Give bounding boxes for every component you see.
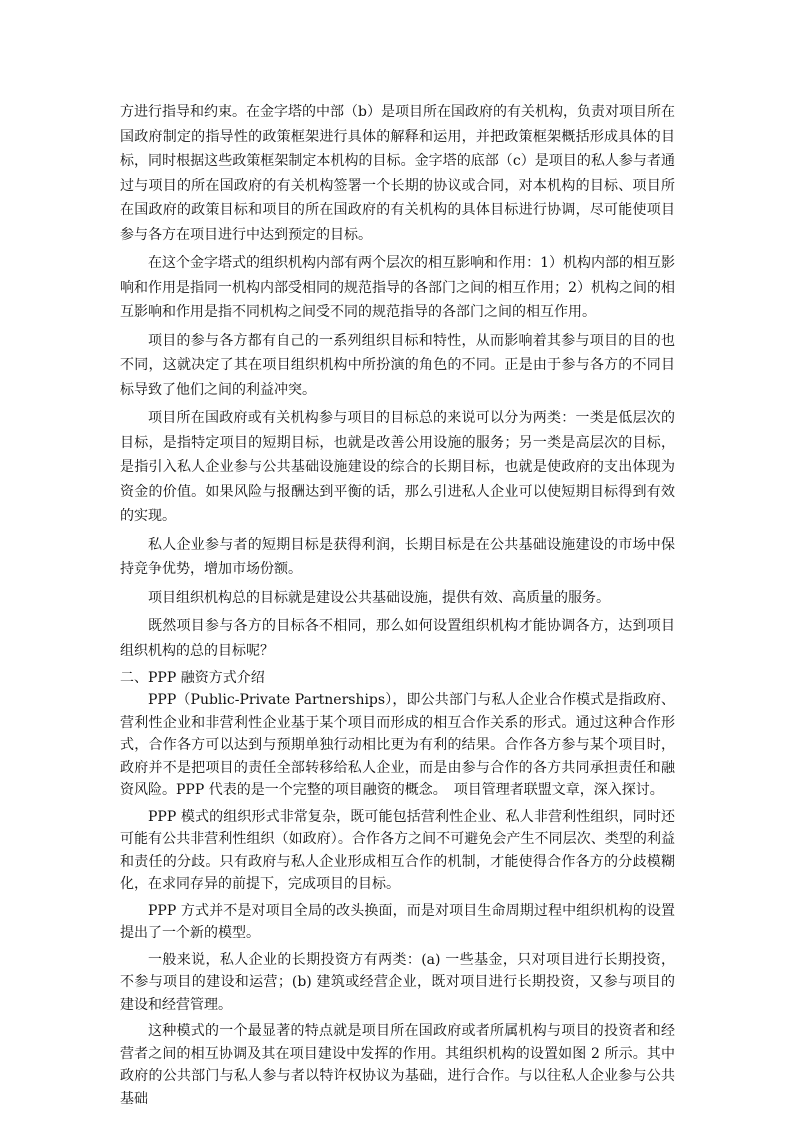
paragraph-ppp-organization: PPP 模式的组织形式非常复杂，既可能包括营利性企业、私人非营利性组织，同时还可能有公共非营利性组织（如政府）。合作各方之间不可避免会产生不同层次、类型的利益和责任的分歧。只有政府与私人企业形成相互合作的机制，才能使得合作各方的分歧模糊化，在求同存异的前提下，完成项目的目标。: [120, 808, 675, 892]
paragraph-interaction-levels: 在这个金字塔式的组织机构内部有两个层次的相互影响和作用：1）机构内部的相互影响和作用是指同一机构内部受相同的规范指导的各部门之间的相互作用；2）机构之间的相互影响和作用是指不同机构之间受不同的规范指导的各部门之间的相互作用。: [120, 255, 675, 320]
paragraph-government-goals: 项目所在国政府或有关机构参与项目的目标总的来说可以分为两类：一类是低层次的目标，是指特定项目的短期目标，也就是改善公用设施的服务；另一类是高层次的目标，是指引入私人企业参与公共基础设施建设的综合的长期目标，也就是使政府的支出体现为资金的价值。如果风险与报酬达到平衡的话，那么引进私人企业可以使短期目标得到有效的实现。: [120, 410, 675, 524]
paragraph-pyramid-structure: 方进行指导和约束。在金字塔的中部（b）是项目所在国政府的有关机构，负责对项目所在国政府制定的指导性的政策框架进行具体的解释和运用，并把政策框架概括形成具体的目标，同时根据这些政策框架制定本机构的目标。金字塔的底部（c）是项目的私人参与者通过与项目的所在国政府的有关机构签署一个长期的协议或合同，对本机构的目标、项目所在国政府的政策目标和项目的所在国政府的有关机构的具体目标进行协调，尽可能使项目参与各方在项目进行中达到预定的目标。: [120, 104, 675, 243]
paragraph-overall-goal: 项目组织机构总的目标就是建设公共基础设施，提供有效、高质量的服务。: [148, 589, 610, 606]
paragraph-long-term-investors: 一般来说，私人企业的长期投资方有两类：(a) 一些基金，只对项目进行长期投资，不参与项目的建设和运营；(b) 建筑或经营企业，既对项目进行长期投资，又参与项目的建设和经营管理。: [120, 951, 675, 1013]
paragraph-question: 既然项目参与各方的目标各不相同，那么如何设置组织机构才能协调各方，达到项目组织机构的总的目标呢？: [120, 618, 675, 659]
document-body: [120, 100, 675, 1114]
section-heading: 二、PPP 融资方式介绍: [120, 670, 265, 686]
paragraph-participant-goals: 项目的参与各方都有自己的一系列组织目标和特性，从而影响着其参与项目的目的也不同，这就决定了其在项目组织机构中所扮演的角色的不同。正是由于参与各方的不同目标导致了他们之间的利益冲突。: [120, 332, 675, 398]
paragraph-private-goals: 私人企业参与者的短期目标是获得利润，长期目标是在公共基础设施建设的市场中保持竞争优势，增加市场份额。: [120, 536, 675, 577]
paragraph-model-feature: 这种模式的一个最显著的特点就是项目所在国政府或者所属机构与项目的投资者和经营者之间的相互协调及其在项目建设中发挥的作用。其组织机构的设置如图 2 所示。其中政府的公共部门与私人参与者以特许权协议为基础，进行合作。与以往私人企业参与公共基础: [120, 1023, 675, 1107]
paragraph-ppp-definition: PPP（Public-Private Partnerships），即公共部门与私人企业合作模式是指政府、营利性企业和非营利性企业基于某个项目而形成的相互合作关系的形式。通过这种合作形式，合作各方可以达到与预期单独行动相比更为有利的结果。合作各方参与某个项目时，政府并不是把项目的责任全部转移给私人企业，而是由参与合作的各方共同承担责任和融资风险。PPP 代表的是一个完整的项目融资的概念。 项目管理者联盟文章，深入探讨。: [120, 692, 675, 798]
paragraph-ppp-model: PPP 方式并不是对项目全局的改头换面，而是对项目生命周期过程中组织机构的设置提出了一个新的模型。: [120, 902, 675, 941]
